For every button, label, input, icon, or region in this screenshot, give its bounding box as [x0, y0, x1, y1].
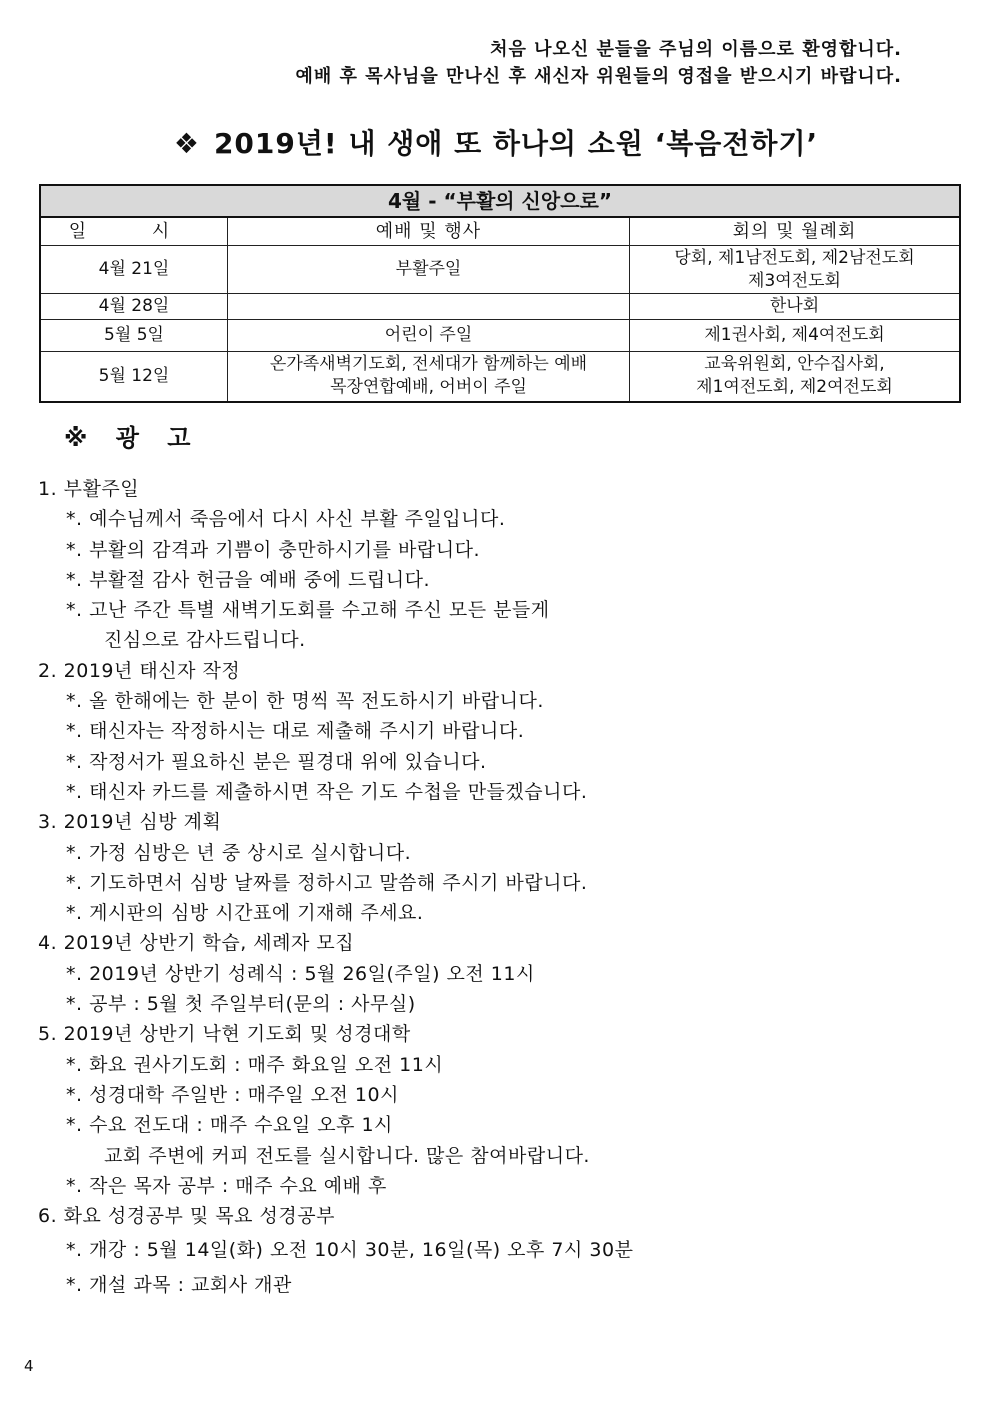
cell-date: 4월 28일 — [40, 294, 228, 320]
list-item: *. 가정 심방은 년 중 상시로 실시합니다. — [66, 841, 412, 864]
list-item-continuation: 교회 주변에 커피 전도를 실시합니다. 많은 참여바랍니다. — [104, 1144, 590, 1167]
list-item: *. 개강 : 5월 14일(화) 오전 10시 30분, 16일(목) 오후 7시 30분 — [66, 1239, 634, 1262]
month-heading: 4월 - “부활의 신앙으로” — [40, 185, 960, 217]
cell-event — [228, 352, 630, 402]
list-item-continuation: 진심으로 감사드립니다. — [104, 629, 306, 652]
page-title — [0, 122, 992, 162]
column-header-date: 일 시 — [40, 217, 228, 246]
column-header-event: 예배 및 행사 — [228, 217, 630, 246]
list-item: *. 화요 권사기도회 : 매주 화요일 오전 11시 — [66, 1053, 444, 1076]
announcements-list — [38, 474, 938, 1300]
cell-event — [228, 294, 630, 320]
cell-meeting-line-2: 제3여전도회 — [748, 270, 841, 291]
cell-date: 5월 12일 — [40, 352, 228, 402]
cell-meeting-line-2: 제1여전도회, 제2여전도회 — [696, 377, 893, 398]
cell-meeting-line-1: 교육위원회, 안수집사회, — [704, 354, 885, 375]
list-item: *. 수요 전도대 : 매주 수요일 오후 1시 — [66, 1114, 393, 1137]
announcement-heading: 1. 부활주일 — [38, 478, 140, 500]
table-row — [40, 352, 960, 402]
schedule-table — [39, 184, 961, 403]
cell-meeting: 제1권사회, 제4여전도회 — [630, 320, 961, 352]
cell-meeting — [630, 352, 961, 402]
list-item: *. 부활의 감격과 기쁨이 충만하시기를 바랍니다. — [66, 538, 481, 561]
page-title-text: 2019년! 내 생애 또 하나의 소원 ‘복음전하기’ — [213, 127, 819, 160]
list-item: *. 작정서가 필요하신 분은 필경대 위에 있습니다. — [66, 750, 487, 773]
list-item: *. 올 한해에는 한 분이 한 명씩 꼭 전도하시기 바랍니다. — [66, 690, 544, 713]
announcements-title: ※ 광 고 — [64, 424, 201, 452]
list-item: *. 기도하면서 심방 날짜를 정하시고 말씀해 주시기 바랍니다. — [66, 871, 588, 894]
welcome-line-2: 예배 후 목사님을 만나신 후 새신자 위원들의 영접을 받으시기 바랍니다. — [295, 66, 902, 87]
announcement-heading: 3. 2019년 심방 계획 — [38, 811, 222, 834]
list-item: *. 게시판의 심방 시간표에 기재해 주세요. — [66, 902, 424, 925]
list-item: *. 태신자는 작정하시는 대로 제출해 주시기 바랍니다. — [66, 720, 525, 743]
cell-event: 어린이 주일 — [228, 320, 630, 352]
list-item: *. 태신자 카드를 제출하시면 작은 기도 수첩을 만들겠습니다. — [66, 780, 588, 803]
page-number: 4 — [24, 1357, 34, 1375]
welcome-message — [296, 36, 903, 90]
list-item: *. 개설 과목 : 교회사 개관 — [66, 1273, 292, 1296]
list-item: *. 2019년 상반기 성례식 : 5월 26일(주일) 오전 11시 — [66, 962, 535, 985]
cell-meeting-line-1: 당회, 제1남전도회, 제2남전도회 — [674, 247, 915, 268]
cell-date: 4월 21일 — [40, 246, 228, 294]
list-item: *. 부활절 감사 헌금을 예배 중에 드립니다. — [66, 568, 430, 591]
list-item: *. 작은 목자 공부 : 매주 수요 예배 후 — [66, 1174, 387, 1197]
table-row — [40, 320, 960, 352]
announcement-heading: 5. 2019년 상반기 낙현 기도회 및 성경대학 — [38, 1023, 411, 1046]
cell-meeting: 한나회 — [630, 294, 961, 320]
announcement-heading: 4. 2019년 상반기 학습, 세례자 모집 — [38, 932, 355, 955]
cell-meeting — [630, 246, 961, 294]
cell-event-line-2: 목장연합예배, 어버이 주일 — [330, 377, 527, 398]
cell-event: 부활주일 — [228, 246, 630, 294]
table-row — [40, 294, 960, 320]
list-item: *. 성경대학 주일반 : 매주일 오전 10시 — [66, 1083, 399, 1106]
list-item: *. 고난 주간 특별 새벽기도회를 수고해 주신 모든 분들게 — [66, 599, 550, 622]
list-item: *. 공부 : 5월 첫 주일부터(문의 : 사무실) — [66, 993, 416, 1016]
cell-event-line-1: 온가족새벽기도회, 전세대가 함께하는 예배 — [269, 354, 588, 375]
announcement-heading: 2. 2019년 태신자 작정 — [38, 659, 241, 682]
announcement-heading: 6. 화요 성경공부 및 목요 성경공부 — [38, 1205, 335, 1228]
column-header-meeting: 회의 및 월례회 — [630, 217, 961, 246]
table-row — [40, 246, 960, 294]
welcome-line-1: 처음 나오신 분들을 주님의 이름으로 환영합니다. — [490, 39, 902, 60]
diamond-icon: ❖ — [173, 127, 200, 160]
list-item: *. 예수님께서 죽음에서 다시 사신 부활 주일입니다. — [66, 508, 506, 531]
cell-date: 5월 5일 — [40, 320, 228, 352]
